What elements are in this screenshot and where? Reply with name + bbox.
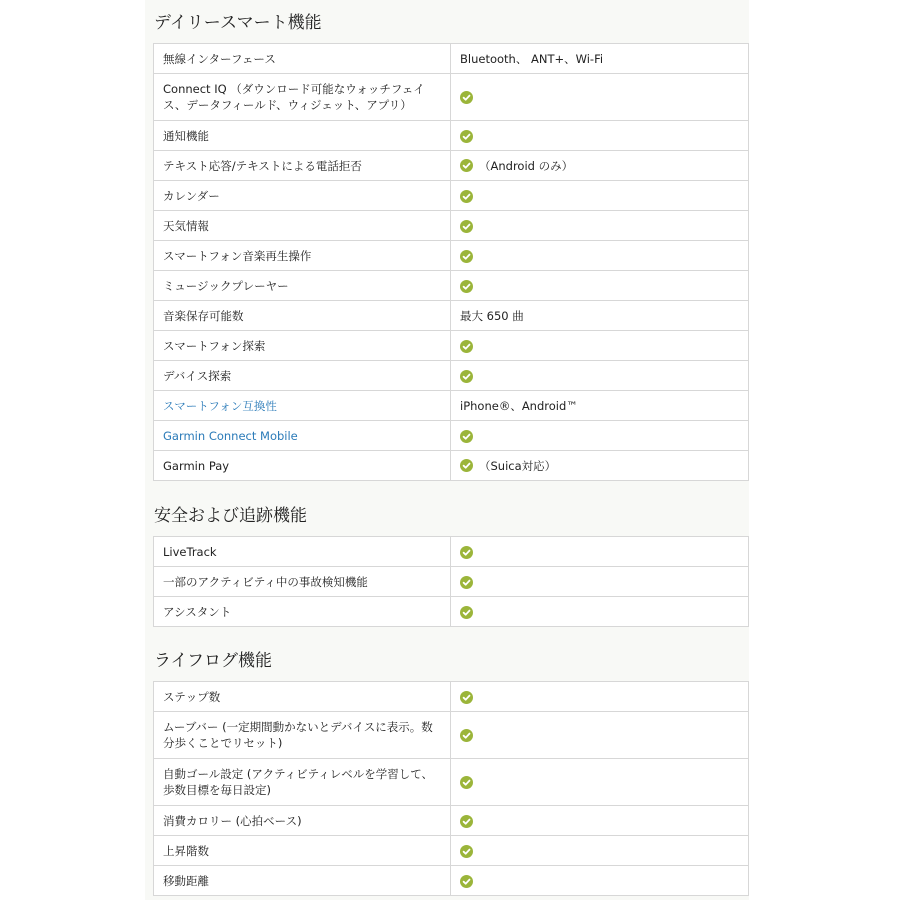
table-row bbox=[154, 301, 749, 331]
row-label: スマートフォン探索 bbox=[154, 331, 451, 361]
row-value bbox=[451, 121, 749, 151]
check-icon bbox=[460, 459, 473, 472]
check-icon bbox=[460, 220, 473, 233]
table-row bbox=[154, 537, 749, 567]
check-icon bbox=[460, 250, 473, 263]
row-value bbox=[451, 361, 749, 391]
row-label: アシスタント bbox=[154, 597, 451, 627]
row-label: 移動距離 bbox=[154, 866, 451, 896]
spec-table-daily-smart bbox=[153, 43, 749, 481]
table-row bbox=[154, 271, 749, 301]
table-row bbox=[154, 806, 749, 836]
row-label: LiveTrack bbox=[154, 537, 451, 567]
row-value bbox=[451, 597, 749, 627]
check-icon bbox=[460, 340, 473, 353]
check-icon bbox=[460, 606, 473, 619]
row-label: デバイス探索 bbox=[154, 361, 451, 391]
row-label: ムーブバー (一定期間動かないとデバイスに表示。数分歩くことでリセット) bbox=[154, 712, 451, 759]
table-row bbox=[154, 421, 749, 451]
row-value bbox=[451, 451, 749, 481]
row-value: 最大 650 曲 bbox=[451, 301, 749, 331]
row-value bbox=[451, 759, 749, 806]
section-title-lifelog: ライフログ機能 bbox=[154, 651, 272, 671]
row-label: 消費カロリー (心拍ベース) bbox=[154, 806, 451, 836]
check-icon bbox=[460, 776, 473, 789]
row-value bbox=[451, 421, 749, 451]
row-value bbox=[451, 271, 749, 301]
row-label: 通知機能 bbox=[154, 121, 451, 151]
check-icon bbox=[460, 845, 473, 858]
table-row bbox=[154, 682, 749, 712]
table-row bbox=[154, 391, 749, 421]
row-value bbox=[451, 682, 749, 712]
garmin-connect-mobile-link[interactable]: Garmin Connect Mobile bbox=[154, 421, 451, 451]
row-value bbox=[451, 151, 749, 181]
row-label: スマートフォン音楽再生操作 bbox=[154, 241, 451, 271]
table-row bbox=[154, 331, 749, 361]
row-value bbox=[451, 836, 749, 866]
table-row bbox=[154, 151, 749, 181]
table-row bbox=[154, 836, 749, 866]
table-row bbox=[154, 567, 749, 597]
check-icon bbox=[460, 815, 473, 828]
row-note: （Suica対応） bbox=[479, 458, 557, 473]
row-label: 音楽保存可能数 bbox=[154, 301, 451, 331]
check-icon bbox=[460, 430, 473, 443]
row-label: 無線インターフェース bbox=[154, 44, 451, 74]
table-row bbox=[154, 74, 749, 121]
smartphone-compatibility-link[interactable]: スマートフォン互換性 bbox=[154, 391, 451, 421]
table-row bbox=[154, 712, 749, 759]
row-label: テキスト応答/テキストによる電話拒否 bbox=[154, 151, 451, 181]
row-value bbox=[451, 211, 749, 241]
row-value bbox=[451, 331, 749, 361]
row-label: ミュージックプレーヤー bbox=[154, 271, 451, 301]
table-row bbox=[154, 361, 749, 391]
table-row bbox=[154, 759, 749, 806]
check-icon bbox=[460, 280, 473, 293]
row-value bbox=[451, 866, 749, 896]
spec-table-safety-tracking bbox=[153, 536, 749, 627]
row-value bbox=[451, 181, 749, 211]
row-value bbox=[451, 712, 749, 759]
row-value bbox=[451, 537, 749, 567]
check-icon bbox=[460, 546, 473, 559]
row-value: iPhone®、Android™ bbox=[451, 391, 749, 421]
row-label: 自動ゴール設定 (アクティビティレベルを学習して、歩数目標を毎日設定) bbox=[154, 759, 451, 806]
section-title-safety-tracking: 安全および追跡機能 bbox=[154, 506, 307, 526]
row-value: Bluetooth、 ANT+、Wi-Fi bbox=[451, 44, 749, 74]
row-value bbox=[451, 74, 749, 121]
check-icon bbox=[460, 576, 473, 589]
check-icon bbox=[460, 91, 473, 104]
row-label: Connect IQ （ダウンロード可能なウォッチフェイス、データフィールド、ウィジェット、アプリ） bbox=[154, 74, 451, 121]
check-icon bbox=[460, 875, 473, 888]
row-value bbox=[451, 241, 749, 271]
row-label: カレンダー bbox=[154, 181, 451, 211]
table-row bbox=[154, 181, 749, 211]
row-value bbox=[451, 806, 749, 836]
table-row bbox=[154, 121, 749, 151]
row-label: 上昇階数 bbox=[154, 836, 451, 866]
table-row bbox=[154, 597, 749, 627]
row-value bbox=[451, 567, 749, 597]
table-row bbox=[154, 211, 749, 241]
row-label: Garmin Pay bbox=[154, 451, 451, 481]
check-icon bbox=[460, 729, 473, 742]
row-note: （Android のみ） bbox=[479, 158, 574, 173]
table-row bbox=[154, 241, 749, 271]
check-icon bbox=[460, 190, 473, 203]
table-row bbox=[154, 451, 749, 481]
check-icon bbox=[460, 159, 473, 172]
row-label: ステップ数 bbox=[154, 682, 451, 712]
check-icon bbox=[460, 370, 473, 383]
table-row bbox=[154, 866, 749, 896]
table-row bbox=[154, 44, 749, 74]
row-label: 天気情報 bbox=[154, 211, 451, 241]
section-title-daily-smart: デイリースマート機能 bbox=[154, 13, 322, 33]
check-icon bbox=[460, 691, 473, 704]
row-label: 一部のアクティビティ中の事故検知機能 bbox=[154, 567, 451, 597]
check-icon bbox=[460, 130, 473, 143]
spec-table-lifelog bbox=[153, 681, 749, 896]
